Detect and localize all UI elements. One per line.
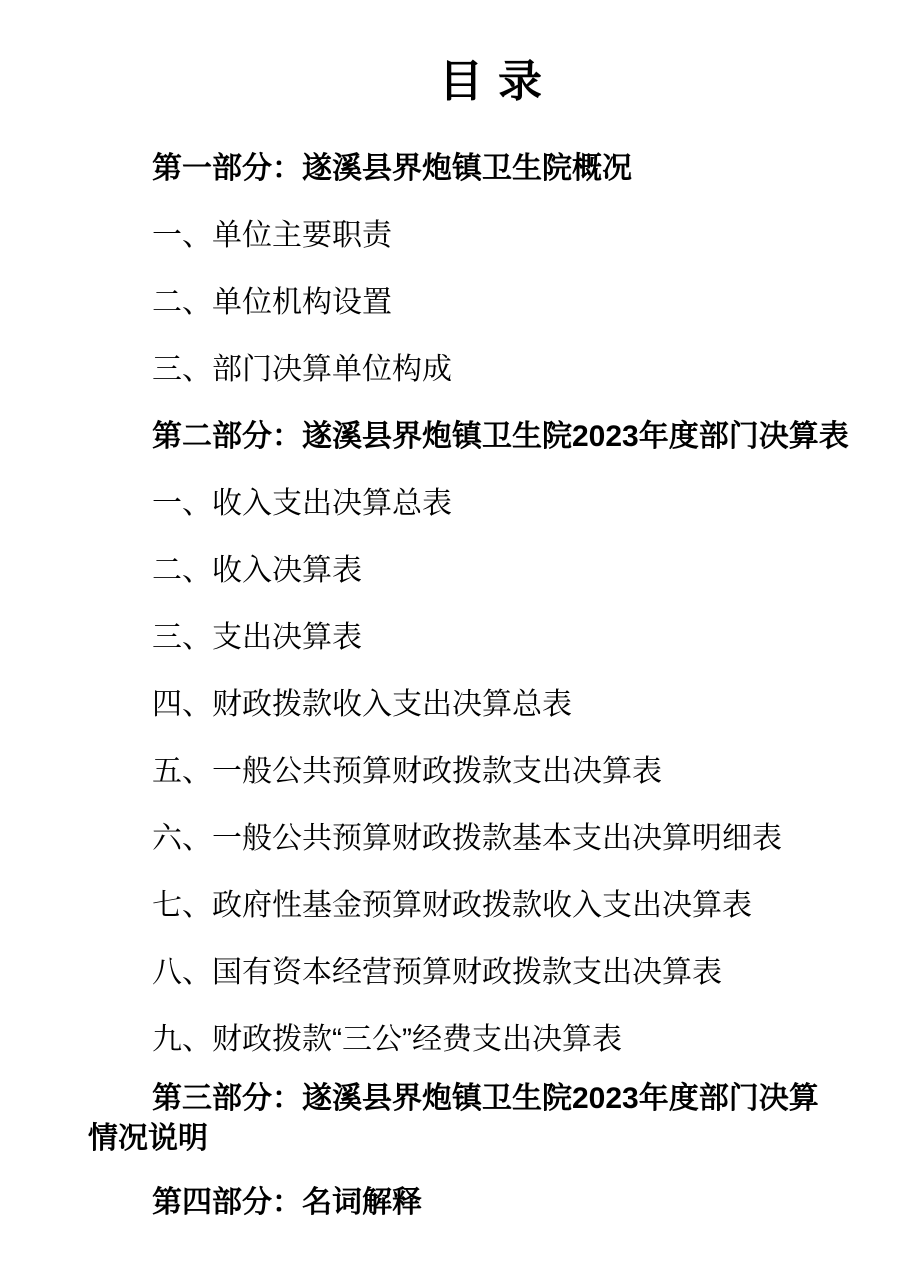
toc-item-part2-9: 九、财政拨款“三公”经费支出决算表 (152, 1023, 622, 1056)
toc-item-part1-2: 二、单位机构设置 (152, 286, 392, 319)
toc-section-part3 (0, 1079, 913, 1159)
page-title: 目 录 (439, 57, 544, 106)
toc-item-part1-3: 三、部门决算单位构成 (152, 353, 452, 386)
toc-section-part4 (0, 1186, 913, 1220)
part3-heading: 第三部分：遂溪县界炮镇卫生院2023年度部门决算情况说明 (88, 1082, 819, 1155)
toc-item-part2-1: 一、收入支出决算总表 (152, 487, 452, 520)
toc-item-part2-8: 八、国有资本经营预算财政拨款支出决算表 (152, 956, 722, 989)
toc-section-part2 (0, 420, 913, 1057)
toc-item-part2-4: 四、财政拨款收入支出决算总表 (152, 688, 572, 721)
toc-section-part1 (0, 152, 913, 387)
toc-item-part1-1: 一、单位主要职责 (152, 219, 392, 252)
toc-item-part2-7: 七、政府性基金预算财政拨款收入支出决算表 (152, 889, 752, 922)
toc-item-part2-5: 五、一般公共预算财政拨款支出决算表 (152, 755, 662, 788)
toc-item-part2-6: 六、一般公共预算财政拨款基本支出决算明细表 (152, 822, 782, 855)
toc-item-part2-2: 二、收入决算表 (152, 554, 362, 587)
part4-heading: 第四部分：名词解释 (152, 1186, 422, 1219)
part1-heading: 第一部分：遂溪县界炮镇卫生院概况 (152, 152, 632, 185)
toc-item-part2-3: 三、支出决算表 (152, 621, 362, 654)
part2-heading: 第二部分：遂溪县界炮镇卫生院2023年度部门决算表 (152, 420, 849, 453)
